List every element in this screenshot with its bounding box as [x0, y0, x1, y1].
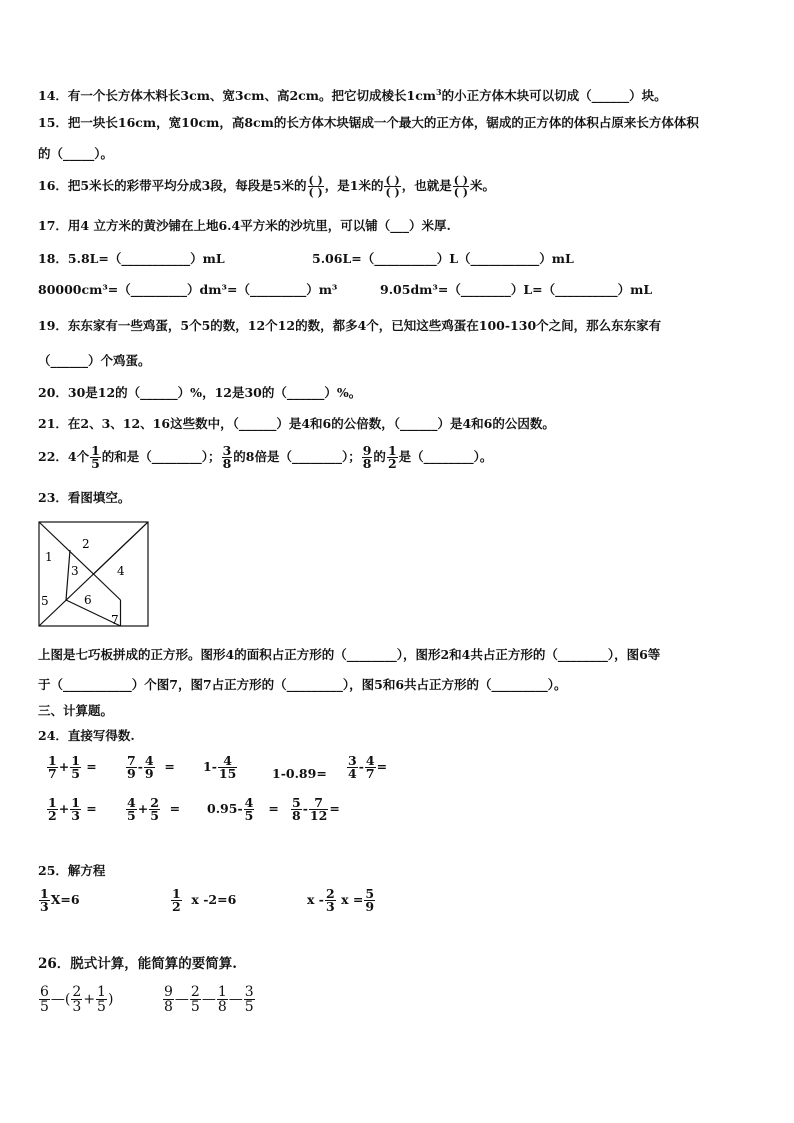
q22-text-b: 的和是（________）； [101, 449, 221, 464]
question-21: 21．在2、3、12、16这些数中，（______）是4和6的公倍数，（______）是4和6的公因数。 [38, 416, 555, 431]
q25-eq3: x - $\frac{2}{3}$ x = $\frac{5}{9}$ [307, 886, 375, 914]
q25-eq1: $\frac{1}{3}$ X=6 [40, 886, 80, 914]
q24-row1-item5: $\frac{3}{4}$ - $\frac{4}{7}$ = [348, 753, 388, 781]
q16-text-a: 16．把5米长的彩带平均分成3段，每段是5米的 [38, 178, 307, 193]
q26-expr1: $\frac{6}{5}$ —( $\frac{2}{3}$ + $\frac{1}{5}$ ) [40, 984, 114, 1015]
tangram-label: 2 [82, 537, 90, 551]
question-17: 17．用4 立方米的黄沙铺在上地6.4平方米的沙坑里，可以铺（___）米厚. [38, 218, 451, 233]
q26-expr2: $\frac{9}{8}$ — $\frac{2}{5}$ — $\frac{1}{8}$ — $\frac{3}{5}$ [164, 984, 254, 1015]
question-25-title: 25．解方程 [38, 863, 106, 878]
q24-row2-item3: 0.95- $\frac{4}{5}$ = [207, 795, 279, 823]
section-3-heading: 三、计算题。 [38, 703, 114, 718]
tangram-label: 7 [111, 613, 119, 627]
question-23-title: 23．看图填空。 [38, 490, 131, 505]
q24-row1-item2: $\frac{7}{9}$ - $\frac{4}{9}$ = [127, 753, 175, 781]
tangram-label: 3 [71, 564, 79, 578]
q24-row1-item3: 1- $\frac{4}{15}$ [203, 753, 237, 781]
fraction: $\frac{1}{5}$ [91, 443, 100, 471]
q24-row2-item2: $\frac{4}{5}$ + $\frac{2}{5}$ = [127, 795, 181, 823]
q22-text-a: 22．4个 [38, 449, 90, 464]
fraction-blank: ( ) ( ) [385, 174, 400, 199]
tangram-figure [38, 521, 150, 628]
question-18-c: 80000cm³=（_________）dm³=（_________）m³ [38, 282, 338, 297]
question-14 [38, 84, 667, 104]
question-24-title: 24．直接写得数. [38, 728, 135, 743]
q24-row1-item4: 1-0.89= [272, 766, 327, 781]
question-26-title: 26．脱式计算，能简算的要简算. [38, 956, 237, 972]
question-18-b: 5.06L=（__________）L（___________）mL [312, 251, 574, 266]
question-19-line1: 19．东东家有一些鸡蛋，5个5的数，12个12的数，都多4个，已知这些鸡蛋在100-130个之间，那么东东家有 [38, 318, 662, 333]
q24-row2-item1: $\frac{1}{2}$ + $\frac{1}{3}$ = [48, 795, 97, 823]
question-22 [38, 445, 492, 470]
tangram-label: 1 [45, 550, 53, 564]
question-15-line2: 的（_____）。 [38, 146, 114, 161]
q16-text-d: 米。 [469, 178, 495, 193]
q16-text-c: ，也就是 [401, 178, 452, 193]
q22-text-e: 是（________）。 [398, 449, 493, 464]
q16-text-b: ，是1米的 [324, 178, 384, 193]
q24-row1-item1: $\frac{1}{7}$ + $\frac{1}{5}$ = [48, 753, 97, 781]
q22-text-d: 的 [373, 449, 386, 464]
q25-eq2: $\frac{1}{2}$ x -2=6 [172, 886, 237, 914]
tangram-label: 6 [84, 593, 92, 607]
question-23-line1: 上图是七巧板拼成的正方形。图形4的面积占正方形的（________），图形2和4共占正方形的（________），图6等 [38, 647, 661, 662]
question-23-line2: 于（___________）个图7，图7占正方形的（_________），图5和6共占正方形的（_________）。 [38, 677, 567, 692]
question-18-a: 18．5.8L=（___________）mL [38, 251, 225, 266]
fraction-blank: ( ) ( ) [453, 174, 468, 199]
fraction: $\frac{9}{8}$ [362, 443, 372, 471]
question-16 [38, 175, 495, 198]
question-20: 20．30是12的（______）%，12是30的（______）%。 [38, 385, 362, 400]
q14-text: 14．有一个长方体木料长3cm、宽3cm、高2cm。把它切成棱长1cm [38, 88, 437, 104]
fraction: $\frac{3}{8}$ [222, 443, 232, 471]
question-18-d: 9.05dm³=（________）L=（__________）mL [380, 282, 653, 297]
tangram-label: 4 [117, 564, 125, 578]
tangram-label: 5 [41, 594, 49, 608]
q24-row2-item4: $\frac{5}{8}$ - $\frac{7}{12}$ = [292, 795, 340, 823]
fraction: $\frac{1}{2}$ [387, 443, 397, 471]
q14-text-end: 的小正方体木块可以切成（______）块。 [441, 88, 667, 104]
q22-text-c: 的8倍是（________）； [233, 449, 361, 464]
question-19-line2: （______）个鸡蛋。 [38, 353, 151, 368]
question-15-line1: 15．把一块长16cm，宽10cm，高8cm的长方体木块锯成一个最大的正方体，锯成的正方体的体积占原来长方体体积 [38, 115, 699, 130]
q14-sup: 3 [436, 87, 442, 97]
fraction-blank: ( ) ( ) [308, 174, 323, 199]
